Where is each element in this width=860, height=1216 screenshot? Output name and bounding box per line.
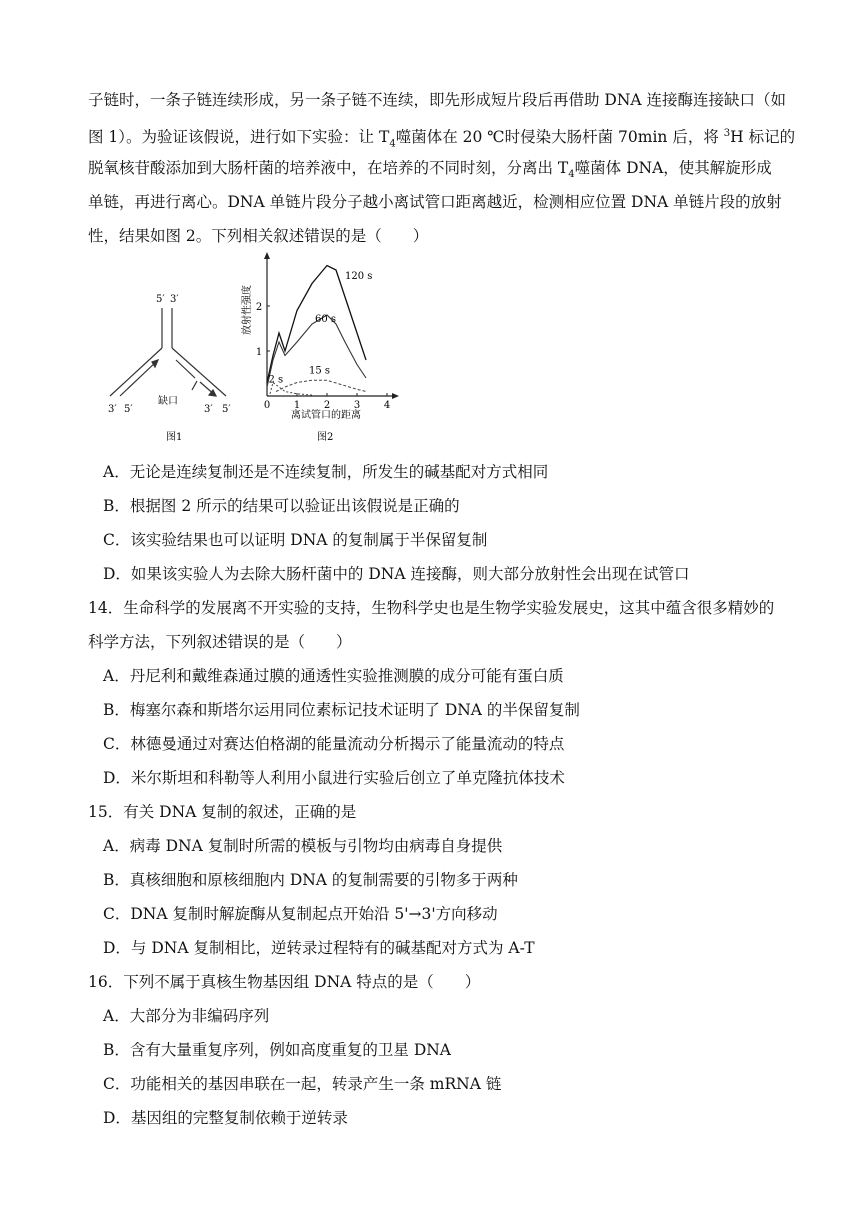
- q15-stem: 15．有关 DNA 复制的叙述，正确的是: [88, 803, 357, 821]
- subscript: 4: [389, 138, 396, 150]
- q13-stem-line-5: 性，结果如图 2。下列相关叙述错误的是（ ）: [88, 227, 429, 245]
- lagging-fragment-1: [176, 360, 195, 378]
- superscript: 3: [723, 128, 731, 139]
- q13-stem-line-3: [88, 158, 772, 185]
- fig1-bottom-right-label: 5′: [222, 404, 231, 415]
- x-tick-label: 0: [263, 400, 271, 411]
- fig2-xlabel: 离试管口的距离: [291, 410, 361, 421]
- q16-stem: 16．下列不属于真核生物基因组 DNA 特点的是（ ）: [88, 973, 481, 991]
- x-tick-label: 1: [293, 400, 301, 411]
- fork-strand-left-outer: [110, 348, 162, 396]
- fig2-caption: 图2: [317, 432, 334, 443]
- series-label: 15 s: [309, 365, 331, 377]
- x-tick-label: 2: [323, 400, 331, 411]
- x-tick-label: 3: [353, 400, 361, 411]
- q13-text: 图 1）。为验证该假说，进行如下实验：让 T: [88, 128, 390, 147]
- fork-strand-right-outer: [172, 348, 226, 396]
- q16-option-c[interactable]: C．功能相关的基因串联在一起，转录产生一条 mRNA 链: [103, 1075, 502, 1093]
- y-tick-label: 1: [255, 347, 263, 358]
- q14-option-d[interactable]: D．米尔斯坦和科勒等人利用小鼠进行实验后创立了单克隆抗体技术: [103, 769, 565, 787]
- q13-option-a[interactable]: A．无论是连续复制还是不连续复制，所发生的碱基配对方式相同: [103, 463, 549, 481]
- fig2-ylabel: 放射性强度: [242, 285, 253, 335]
- q14-stem-line-2: 科学方法，下列叙述错误的是（ ）: [88, 633, 352, 651]
- fig1-bottom-left-label: 3′: [108, 404, 117, 415]
- q13-text: 脱氧核苷酸添加到大肠杆菌的培养液中，在培养的不同时刻，分离出 T: [88, 159, 569, 177]
- q15-option-a[interactable]: A．病毒 DNA 复制时所需的模板与引物均由病毒自身提供: [103, 837, 503, 855]
- x-tick-label: 4: [383, 400, 391, 411]
- gap-pointer: [192, 381, 197, 390]
- fig1-bottom-right-label: 3′: [204, 404, 213, 415]
- q14-option-a[interactable]: A．丹尼利和戴维森通过膜的通透性实验推测膜的成分可能有蛋白质: [103, 667, 564, 685]
- q13-option-c[interactable]: C．该实验结果也可以证明 DNA 的复制属于半保留复制: [103, 531, 488, 549]
- q14-option-c[interactable]: C．林德曼通过对赛达伯格湖的能量流动分析揭示了能量流动的特点: [103, 735, 565, 753]
- q15-option-d[interactable]: D．与 DNA 复制相比，逆转录过程特有的碱基配对方式为 A-T: [103, 939, 535, 957]
- q13-text: H 标记的: [730, 128, 796, 147]
- q14-stem-line-1: 14．生命科学的发展离不开实验的支持，生物科学史也是生物学实验发展史，这其中蕴含很多精妙的: [88, 599, 775, 617]
- fig1-top-right-label: 3′: [170, 294, 179, 305]
- q15-option-b[interactable]: B．真核细胞和原核细胞内 DNA 的复制需要的引物多于两种: [103, 871, 518, 889]
- series-line-15s: [276, 380, 366, 391]
- leading-strand: [120, 360, 158, 396]
- q13-text: 噬菌体在 20 ℃时侵染大肠杆菌 70min 后，将: [395, 128, 724, 147]
- fig1-gap-label: 缺口: [158, 396, 178, 407]
- fig1-caption: 图1: [166, 432, 183, 443]
- y-tick-label: 2: [255, 302, 263, 313]
- fig1-bottom-left-label: 5′: [124, 404, 133, 415]
- q16-option-a[interactable]: A．大部分为非编码序列: [103, 1007, 270, 1025]
- series-label: 120 s: [345, 271, 373, 282]
- q13-option-b[interactable]: B．根据图 2 所示的结果可以验证出该假说是正确的: [103, 497, 460, 515]
- x-axis-arrow-icon: [392, 393, 399, 399]
- q14-option-b[interactable]: B．梅塞尔森和斯塔尔运用同位素标记技术证明了 DNA 的半保留复制: [103, 701, 580, 719]
- subscript: 4: [568, 169, 575, 181]
- figures: [100, 248, 400, 448]
- figure-2-chart: [256, 252, 399, 411]
- series-label: 2 s: [268, 374, 284, 386]
- arrow-head-icon: [152, 360, 158, 367]
- q13-text: 噬菌体 DNA，使其解旋形成: [574, 159, 772, 177]
- series-label: 60 s: [315, 313, 337, 325]
- q13-stem-line-1: 子链时，一条子链连续形成，另一条子链不连续，即先形成短片段后再借助 DNA 连接酶连接缺口（如: [88, 91, 787, 109]
- y-axis-arrow-icon: [264, 252, 270, 259]
- q16-option-b[interactable]: B．含有大量重复序列，例如高度重复的卫星 DNA: [103, 1041, 452, 1059]
- q13-stem-line-4: 单链，再进行离心。DNA 单链片段分子越小离试管口距离越近，检测相应位置 DNA 单链片段的放射: [88, 193, 782, 211]
- q13-stem-line-2: [88, 124, 795, 154]
- fig1-top-left-label: 5′: [156, 294, 165, 305]
- figure-1-replication-fork: [110, 308, 226, 396]
- q15-option-c[interactable]: C．DNA 复制时解旋酶从复制起点开始沿 5'→3'方向移动: [103, 905, 498, 923]
- q13-option-d[interactable]: D．如果该实验人为去除大肠杆菌中的 DNA 连接酶，则大部分放射性会出现在试管口: [103, 565, 690, 583]
- q16-option-d[interactable]: D．基因组的完整复制依赖于逆转录: [103, 1109, 348, 1127]
